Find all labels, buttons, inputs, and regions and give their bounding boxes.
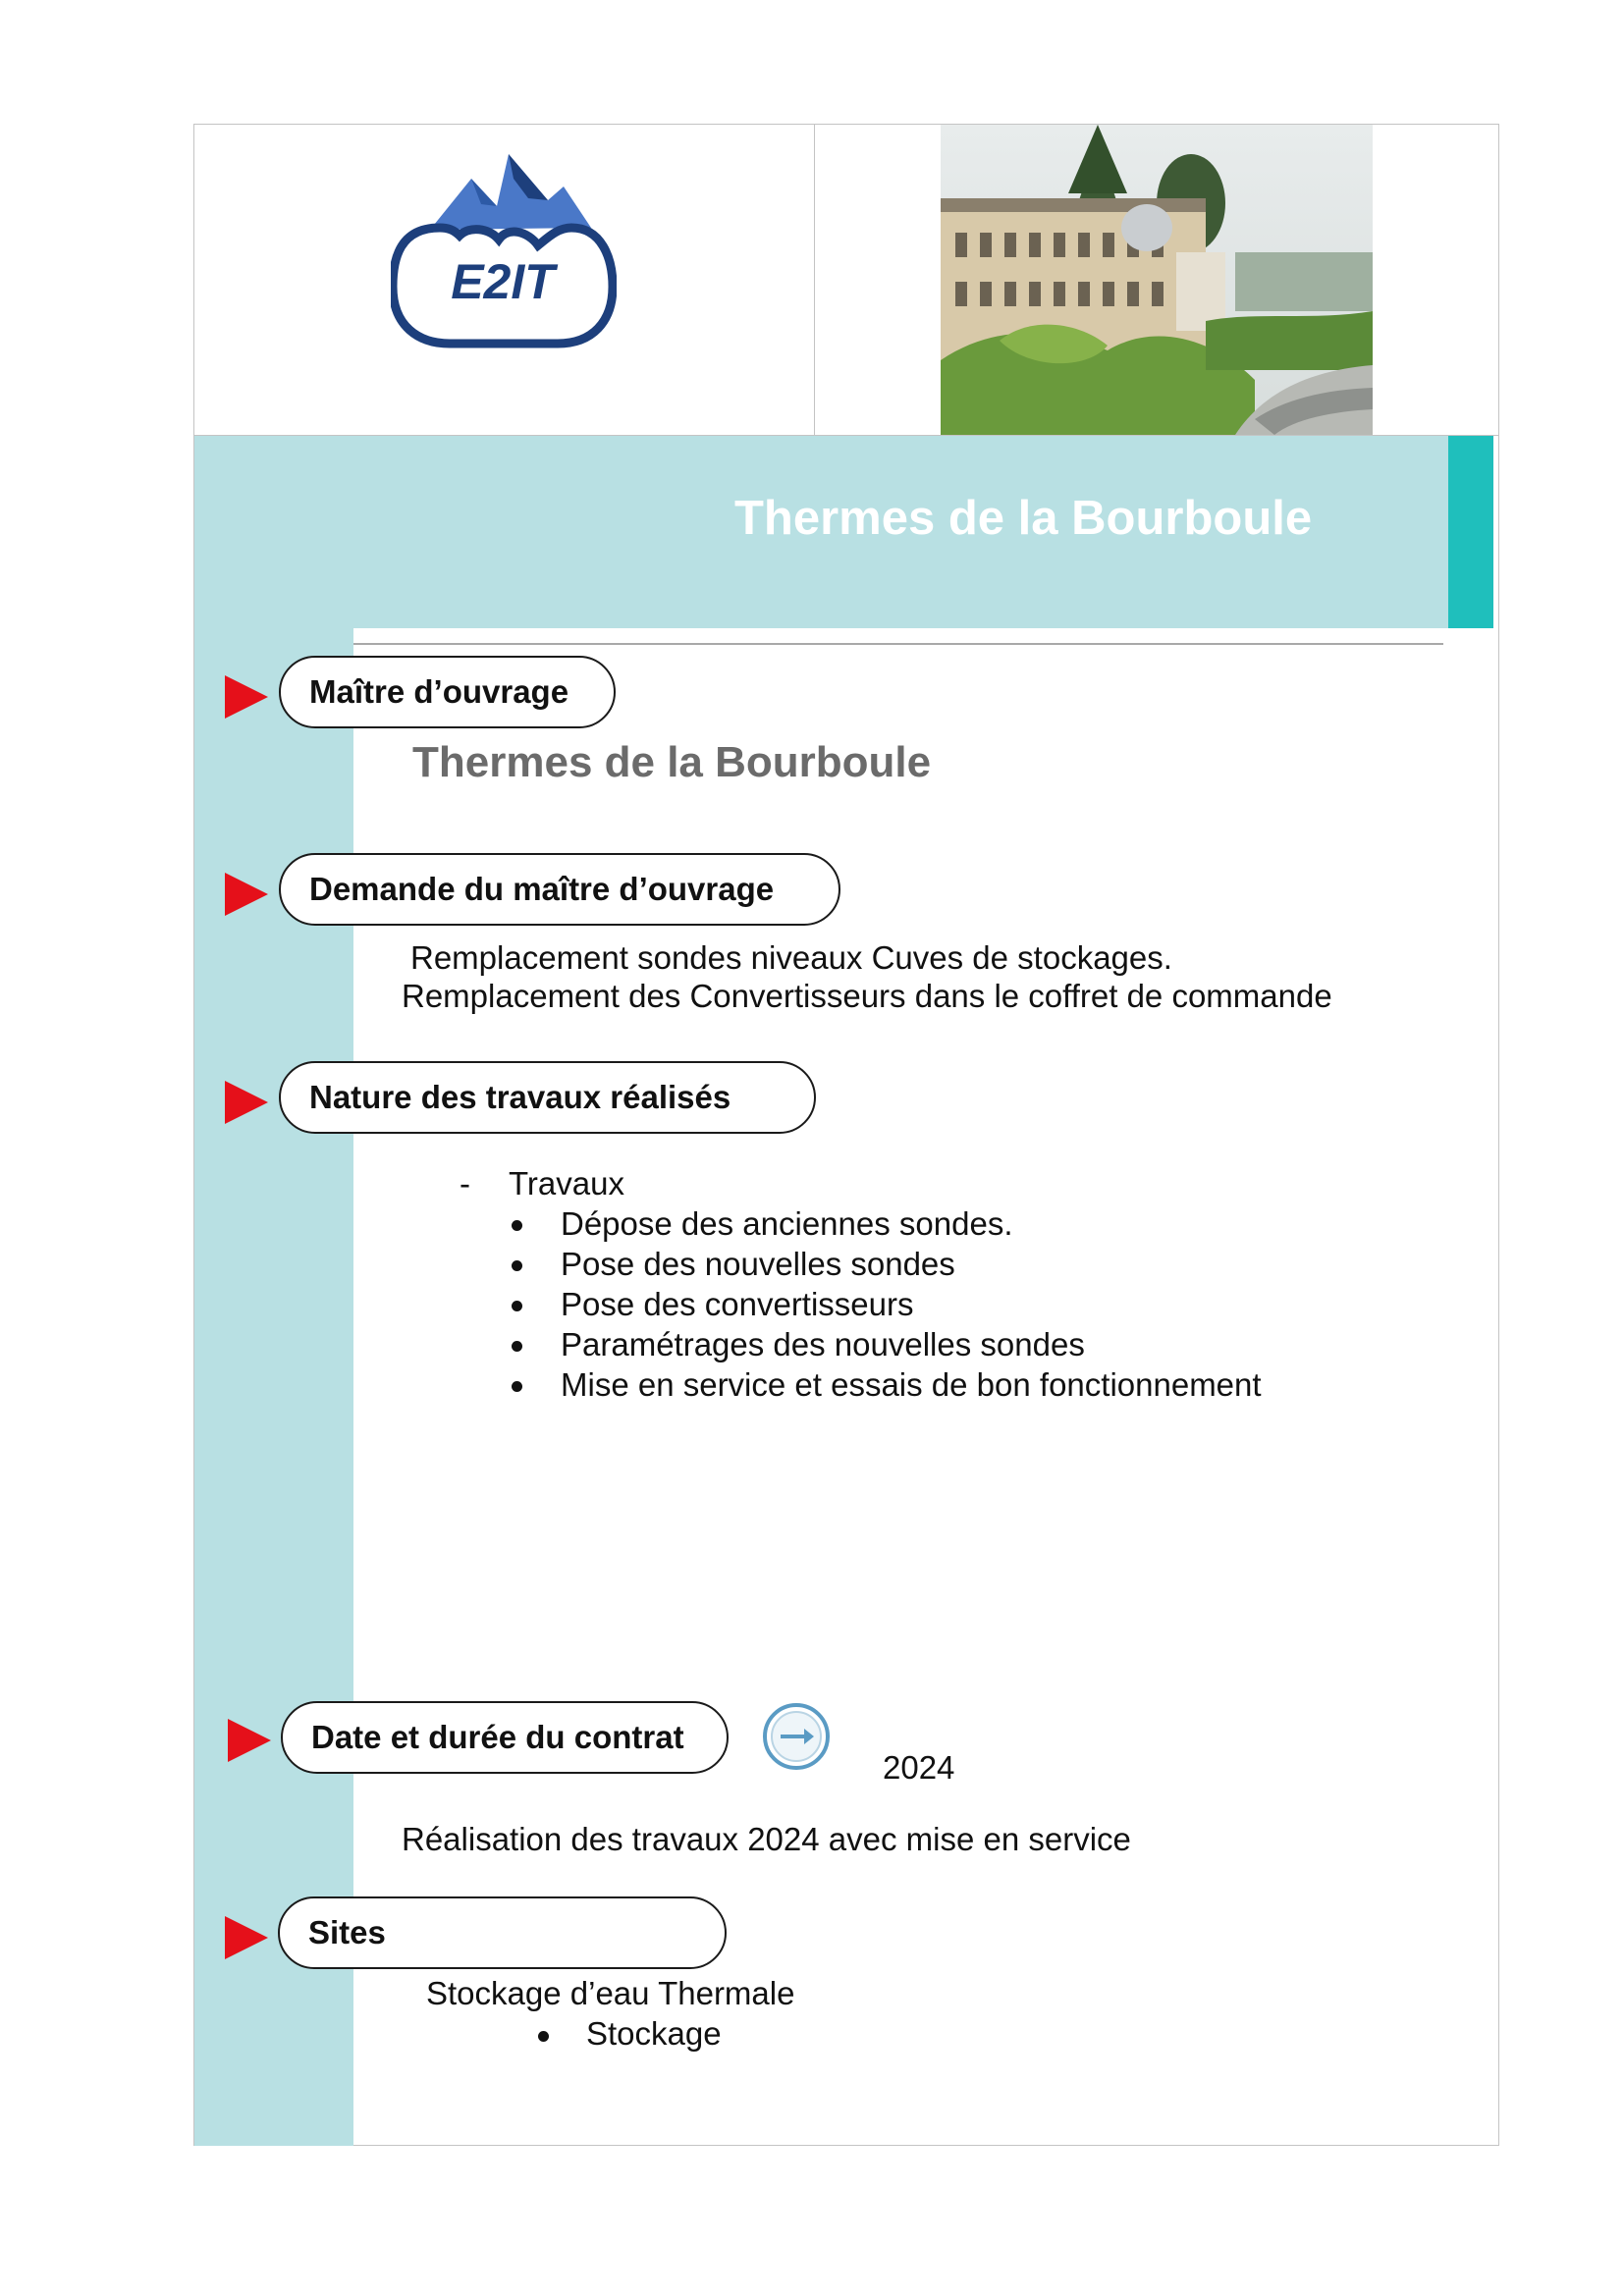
red-triangle-arrow-icon: [225, 1081, 268, 1124]
banner-rule: [194, 643, 1443, 645]
red-triangle-arrow-icon: [228, 1719, 271, 1762]
banner-title: Thermes de la Bourboule: [734, 492, 1313, 545]
mountain-logo-icon: [393, 154, 613, 344]
banner-accent-bar: [1448, 436, 1493, 628]
thermes-photo: [941, 125, 1373, 435]
demande-line: Remplacement sondes niveaux Cuves de stockages.: [410, 939, 1172, 976]
dash-marker: -: [460, 1165, 470, 1201]
logo-text: E2IT: [451, 254, 555, 309]
bullet-icon: [512, 1260, 522, 1271]
red-triangle-arrow-icon: [225, 675, 268, 719]
nature-bullet: Mise en service et essais de bon fonctionnement: [561, 1366, 1262, 1403]
nature-dash-item: Travaux: [509, 1165, 624, 1201]
circle-arrow-icon: [761, 1701, 832, 1772]
nature-bullet: Pose des nouvelles sondes: [561, 1246, 955, 1282]
demande-heading: Demande du maître d’ouvrage: [279, 853, 840, 926]
sites-bullet: Stockage: [586, 2015, 722, 2052]
maitre-ouvrage-value: Thermes de la Bourboule: [412, 738, 932, 786]
bullet-icon: [538, 2031, 549, 2042]
date-description: Réalisation des travaux 2024 avec mise en service: [402, 1821, 1131, 1857]
e2it-logo: [391, 149, 617, 355]
red-triangle-arrow-icon: [225, 1916, 268, 1959]
demande-line: Remplacement des Convertisseurs dans le coffret de commande: [402, 978, 1332, 1014]
nature-bullet: Paramétrages des nouvelles sondes: [561, 1326, 1085, 1362]
header-bottom-rule: [193, 435, 1499, 436]
red-triangle-arrow-icon: [225, 873, 268, 916]
bullet-icon: [512, 1341, 522, 1352]
maitre-ouvrage-heading: Maître d’ouvrage: [279, 656, 616, 728]
nature-heading: Nature des travaux réalisés: [279, 1061, 816, 1134]
date-heading: Date et durée du contrat: [281, 1701, 729, 1774]
nature-bullet: Pose des convertisseurs: [561, 1286, 914, 1322]
nature-bullet: Dépose des anciennes sondes.: [561, 1205, 1013, 1242]
bullet-icon: [512, 1381, 522, 1392]
sites-heading: Sites: [278, 1896, 727, 1969]
bullet-icon: [512, 1220, 522, 1231]
contract-year: 2024: [883, 1749, 955, 1786]
header-divider: [814, 124, 815, 435]
sites-line: Stockage d’eau Thermale: [426, 1975, 795, 2011]
bullet-icon: [512, 1301, 522, 1311]
